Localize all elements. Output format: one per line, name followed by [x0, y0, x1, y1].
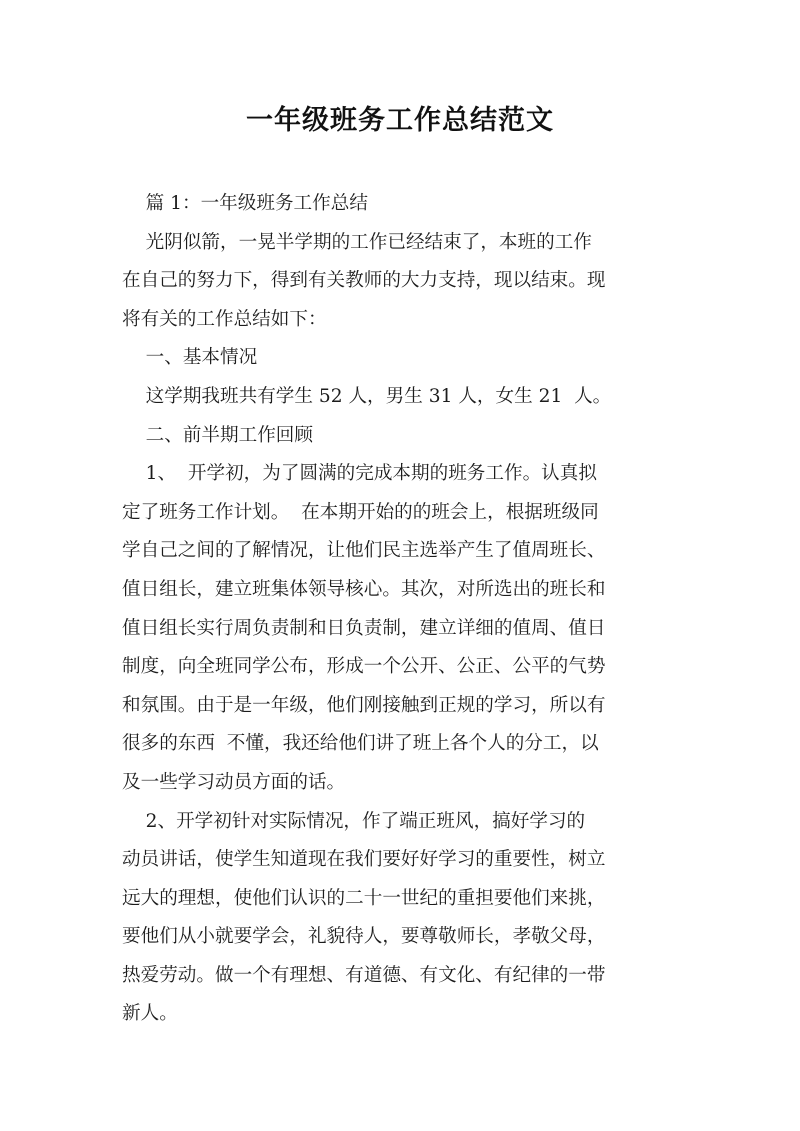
- paragraph-line: 新人。: [122, 1003, 178, 1025]
- paragraph-line: 这学期我班共有学生 52 人，男生 31 人，女生 21 人。: [122, 385, 612, 407]
- paragraph-line: 光阴似箭，一晃半学期的工作已经结束了，本班的工作: [122, 231, 592, 253]
- paragraph-line: 和氛围。由于是一年级，他们刚接触到正规的学习，所以有: [122, 694, 606, 716]
- section-heading-review: 二、前半期工作回顾: [122, 424, 313, 446]
- paragraph-line: 值日组长，建立班集体领导核心。其次，对所选出的班长和: [122, 578, 606, 600]
- section-heading-basic-info: 一、基本情况: [122, 347, 258, 369]
- paragraph-line: 定了班务工作计划。 在本期开始的的班会上，根据班级同: [122, 501, 599, 523]
- section-heading-part1: 篇 1：一年级班务工作总结: [122, 193, 368, 214]
- document-body: [122, 185, 680, 1034]
- document-title: 一年级班务工作总结范文: [246, 105, 554, 136]
- paragraph-line: 在自己的努力下，得到有关教师的大力支持，现以结束。现: [122, 270, 606, 292]
- paragraph-line: 热爱劳动。做一个有理想、有道德、有文化、有纪律的一带: [122, 964, 606, 986]
- paragraph-line: 制度，向全班同学公布，形成一个公开、公正、公平的气势: [122, 656, 606, 678]
- paragraph-line: 2、开学初针对实际情况，作了端正班风，搞好学习的: [122, 810, 586, 832]
- paragraph-line: 及一些学习动员方面的话。: [122, 771, 346, 793]
- paragraph-line: 将有关的工作总结如下：: [122, 308, 327, 330]
- paragraph-line: 1、 开学初，为了圆满的完成本期的班务工作。认真拟: [122, 463, 597, 485]
- paragraph-line: 值日组长实行周负责制和日负责制，建立详细的值周、值日: [122, 617, 606, 639]
- paragraph-line: 要他们从小就要学会，礼貌待人，要尊敬师长，孝敬父母，: [122, 926, 606, 948]
- paragraph-line: 动员讲话，使学生知道现在我们要好好学习的重要性，树立: [122, 849, 606, 871]
- paragraph-line: 学自己之间的了解情况，让他们民主选举产生了值周班长、: [122, 540, 606, 562]
- paragraph-line: 很多的东西 不懂，我还给他们讲了班上各个人的分工，以: [122, 733, 599, 755]
- paragraph-line: 远大的理想，使他们认识的二十一世纪的重担要他们来挑，: [122, 887, 606, 909]
